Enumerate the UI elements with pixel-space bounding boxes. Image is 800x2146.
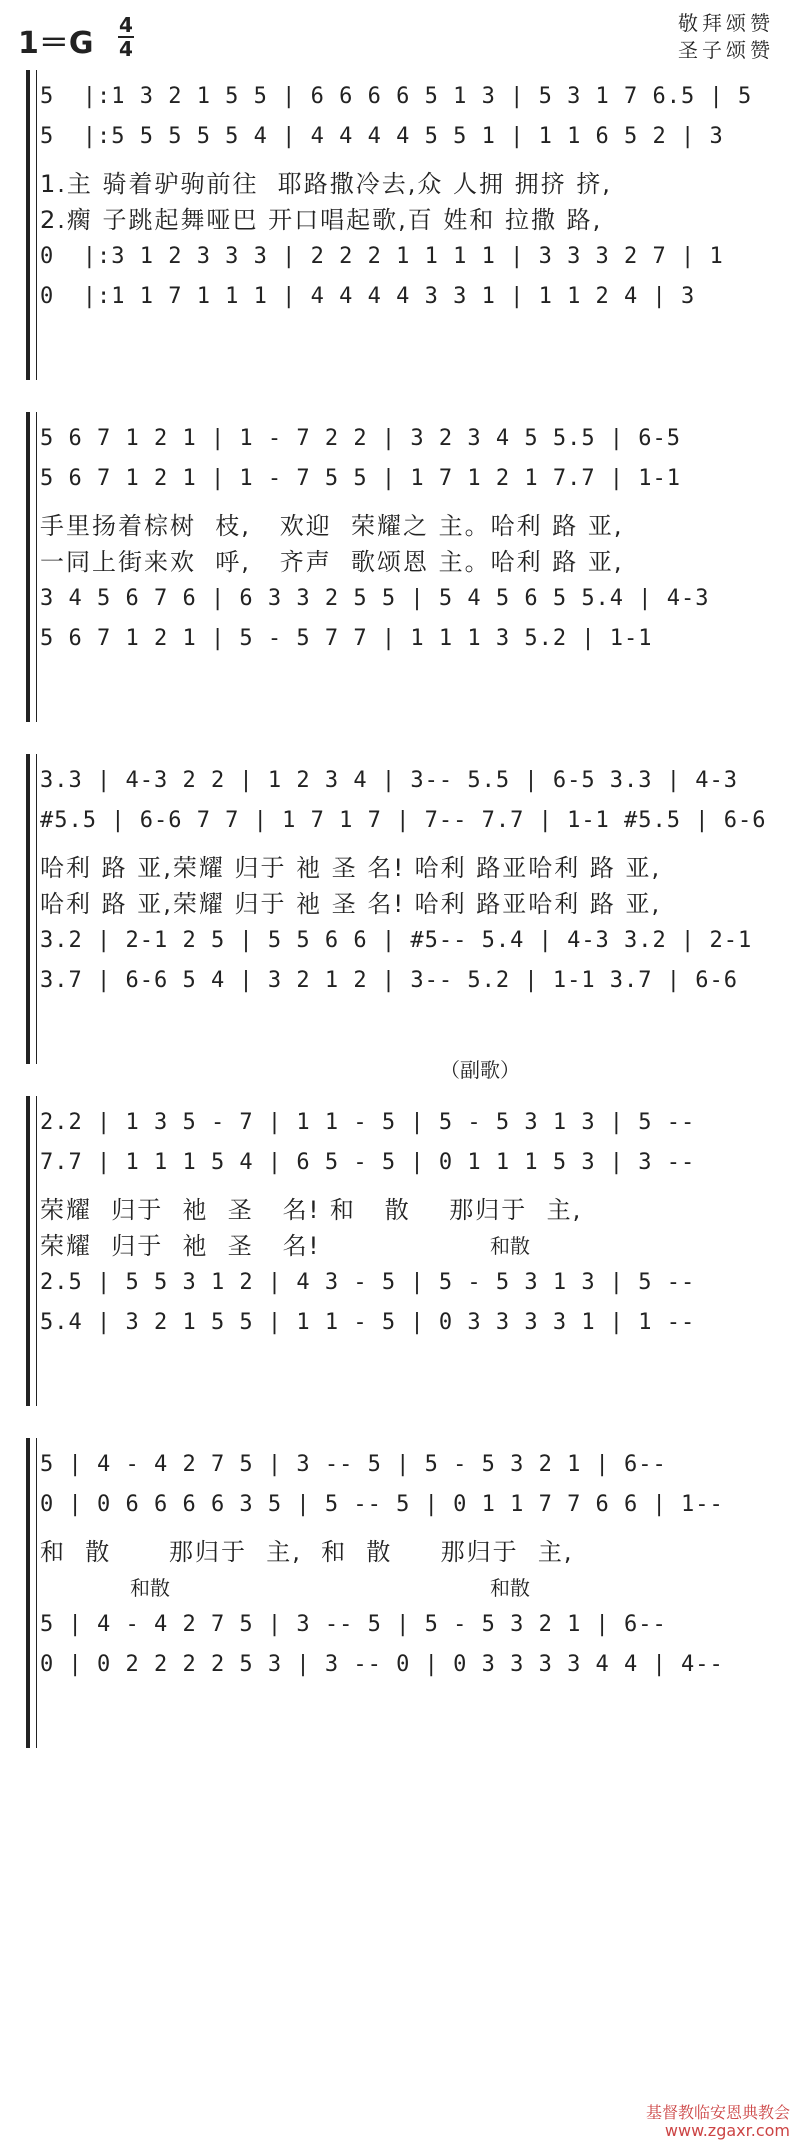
notation-line: 2.5 | 5 5 3 1 2 | 4 3 - 5 | 5 - 5 3 1 3 | 5 -- xyxy=(40,1270,696,1295)
notation-line: 3 4 5 6 7 6 | 6 3 3 2 5 5 | 5 4 5 6 5 5.4 | 4-3 xyxy=(40,586,710,611)
lyrics-line: 手里扬着棕树 枝, 欢迎 荣耀之 主。哈利 路 亚, xyxy=(40,512,624,540)
system-bracket xyxy=(26,1096,30,1406)
notation-line: 0 |:3 1 2 3 3 3 | 2 2 2 1 1 1 1 | 3 3 3 2 7 | 1 xyxy=(40,244,724,269)
lyrics-line: 哈利 路 亚,荣耀 归于 祂 圣 名! 哈利 路亚哈利 路 亚, xyxy=(40,854,662,882)
watermark-line-1: 基督教临安恩典教会 xyxy=(645,2103,790,2122)
notation-line: 5 | 4 - 4 2 7 5 | 3 -- 5 | 5 - 5 3 2 1 | 6-- xyxy=(40,1452,667,1477)
notation-line: 3.3 | 4-3 2 2 | 1 2 3 4 | 3-- 5.5 | 6-5 3.3 | 4-3 xyxy=(40,768,739,793)
score-system xyxy=(0,1096,800,1426)
notation-line: 3.2 | 2-1 2 5 | 5 5 6 6 | #5-- 5.4 | 4-3 3.2 | 2-1 xyxy=(40,928,753,953)
meter-bottom: 4 xyxy=(119,37,133,61)
time-signature xyxy=(118,14,134,60)
category-line-2: 圣子颂赞 xyxy=(678,38,774,62)
lyrics-line: 和 散 那归于 主, 和 散 那归于 主, xyxy=(40,1538,574,1566)
lyrics-line: 2.瘸 子跳起舞哑巴 开口唱起歌,百 姓和 拉撒 路, xyxy=(40,206,603,234)
lyrics-line: 荣耀 归于 祂 圣 名! 和 散 那归于 主, xyxy=(40,1196,583,1224)
notation-line: 3.7 | 6-6 5 4 | 3 2 1 2 | 3-- 5.2 | 1-1 3.7 | 6-6 xyxy=(40,968,739,993)
system-bracket xyxy=(26,70,30,380)
notation-line: 0 | 0 2 2 2 2 5 3 | 3 -- 0 | 0 3 3 3 3 4 4 | 4-- xyxy=(40,1652,724,1677)
annotation: 和散 xyxy=(490,1576,530,1600)
system-bracket xyxy=(26,412,30,722)
notation-line: 7.7 | 1 1 1 5 4 | 6 5 - 5 | 0 1 1 1 5 3 | 3 -- xyxy=(40,1150,696,1175)
watermark xyxy=(646,2104,790,2140)
annotation: （副歌） xyxy=(440,1058,520,1082)
score-system xyxy=(0,1438,800,1768)
notation-line: 5 6 7 1 2 1 | 1 - 7 5 5 | 1 7 1 2 1 7.7 | 1-1 xyxy=(40,466,682,491)
meter-top: 4 xyxy=(119,13,133,37)
notation-line: 5 |:1 3 2 1 5 5 | 6 6 6 6 5 1 3 | 5 3 1 7 6.5 | 5 xyxy=(40,84,753,109)
notation-line: 0 |:1 1 7 1 1 1 | 4 4 4 4 3 3 1 | 1 1 2 4 | 3 xyxy=(40,284,696,309)
notation-line: 5 6 7 1 2 1 | 5 - 5 7 7 | 1 1 1 3 5.2 | 1-1 xyxy=(40,626,653,651)
category-label xyxy=(678,10,774,64)
category-line-1: 敬拜颂赞 xyxy=(678,11,774,35)
notation-line: 5 |:5 5 5 5 5 4 | 4 4 4 4 5 5 1 | 1 1 6 5 2 | 3 xyxy=(40,124,724,149)
annotation: 和散 xyxy=(130,1576,170,1600)
score-system xyxy=(0,754,800,1084)
watermark-line-2: www.zgaxr.com xyxy=(664,2121,790,2140)
score-system xyxy=(0,412,800,742)
system-bracket xyxy=(26,1438,30,1748)
lyrics-line: 哈利 路 亚,荣耀 归于 祂 圣 名! 哈利 路亚哈利 路 亚, xyxy=(40,890,662,918)
lyrics-line: 1.主 骑着驴驹前往 耶路撒冷去,众 人拥 拥挤 挤, xyxy=(40,170,612,198)
key-signature: 1＝G xyxy=(18,26,94,61)
score-system xyxy=(0,70,800,400)
notation-line: 5 | 4 - 4 2 7 5 | 3 -- 5 | 5 - 5 3 2 1 | 6-- xyxy=(40,1612,667,1637)
notation-line: 2.2 | 1 3 5 - 7 | 1 1 - 5 | 5 - 5 3 1 3 | 5 -- xyxy=(40,1110,696,1135)
notation-line: 0 | 0 6 6 6 6 3 5 | 5 -- 5 | 0 1 1 7 7 6 6 | 1-- xyxy=(40,1492,724,1517)
notation-line: #5.5 | 6-6 7 7 | 1 7 1 7 | 7-- 7.7 | 1-1 #5.5 | 6-6 xyxy=(40,808,767,833)
notation-line: 5 6 7 1 2 1 | 1 - 7 2 2 | 3 2 3 4 5 5.5 | 6-5 xyxy=(40,426,682,451)
lyrics-line: 一同上街来欢 呼, 齐声 歌颂恩 主。哈利 路 亚, xyxy=(40,548,624,576)
notation-line: 5.4 | 3 2 1 5 5 | 1 1 - 5 | 0 3 3 3 3 1 | 1 -- xyxy=(40,1310,696,1335)
system-bracket xyxy=(26,754,30,1064)
lyrics-line: 荣耀 归于 祂 圣 名! xyxy=(40,1232,321,1260)
annotation: 和散 xyxy=(490,1234,530,1258)
